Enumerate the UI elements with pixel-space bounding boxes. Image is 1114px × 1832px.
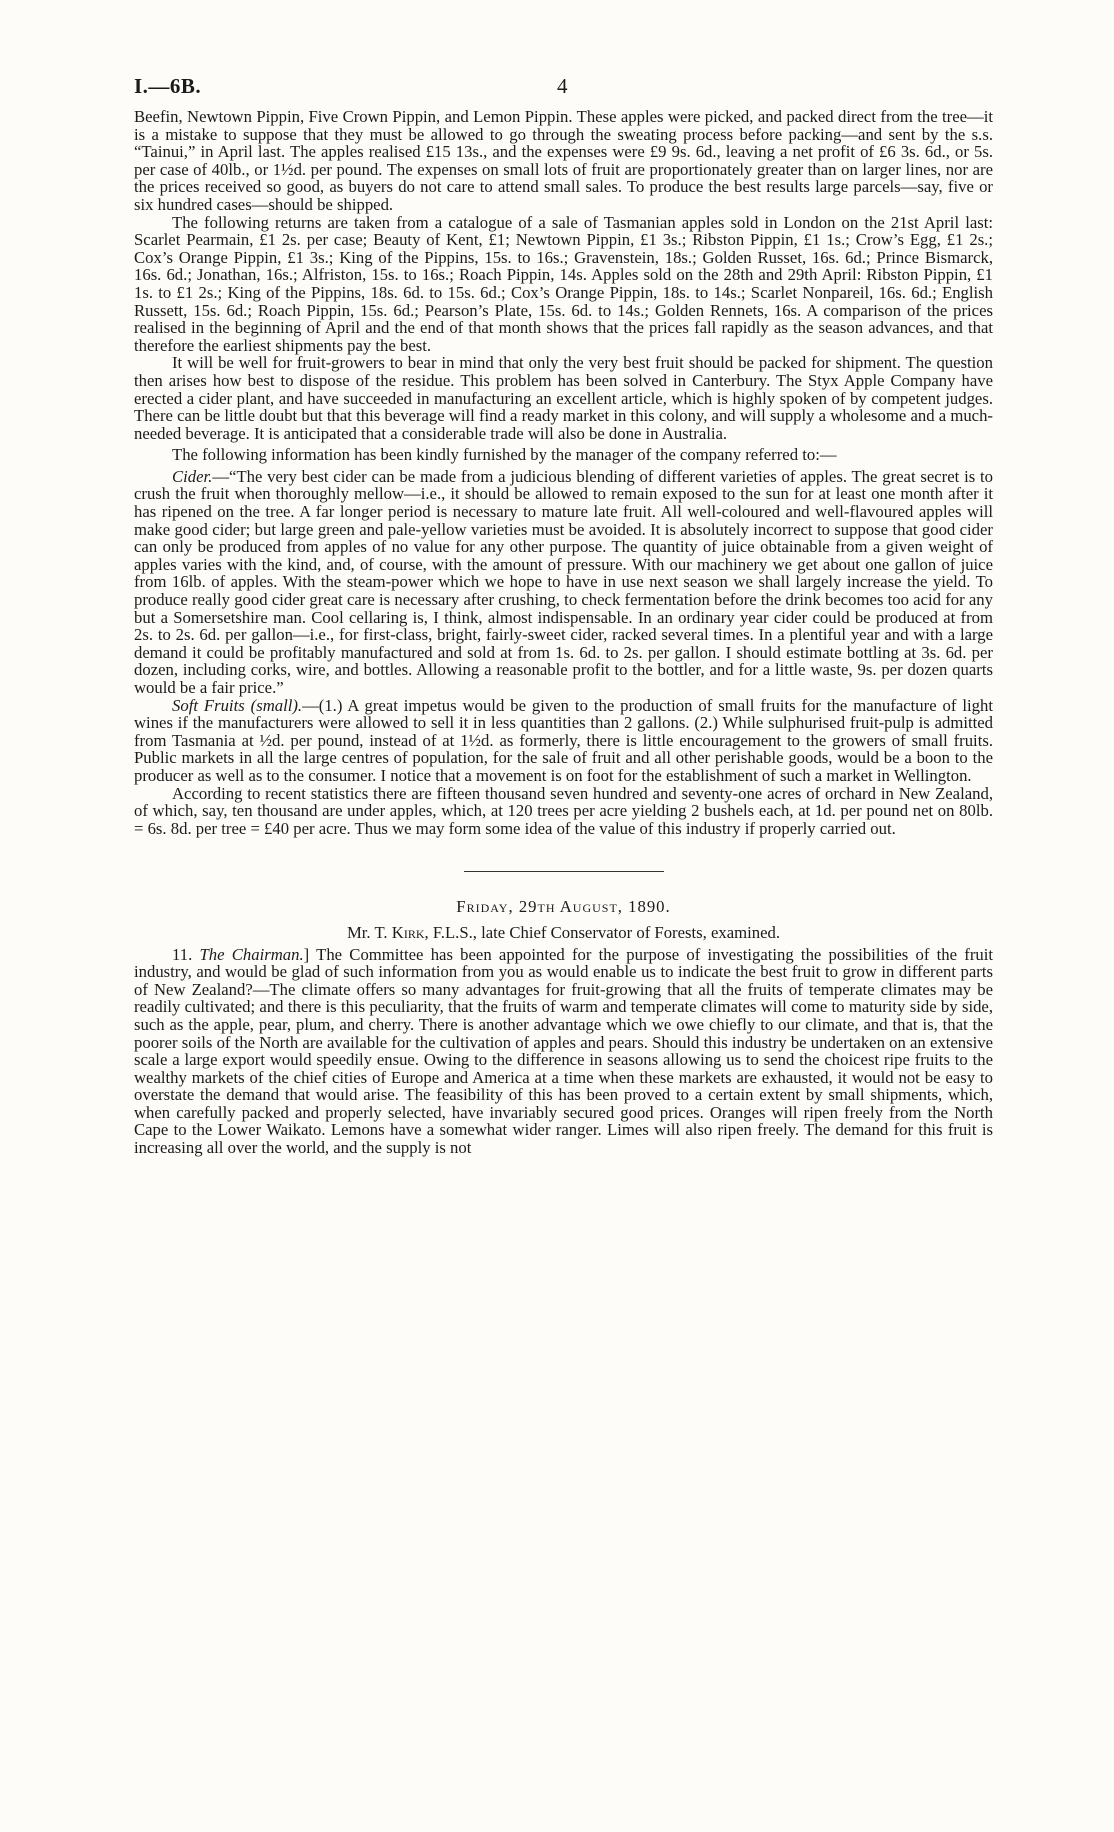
witness-suffix: , F.L.S., late Chief Conservator of Forests, examined. [424, 922, 781, 942]
paragraph-statistics: According to recent statistics there are fifteen thousand seven hundred and seventy-one acres of orchard in New Zealand, of which, say, ten thousand are under apples, which, at 120 trees per acre yielding 2 bushels each, at 1d. per pound net on 80lb. = 6s. 8d. per tree = £40 per acre. Thus we may form some idea of the value of this industry if properly carried out. [134, 783, 993, 838]
cider-heading: Cider. [172, 466, 213, 486]
soft-fruits-heading: Soft Fruits (small). [172, 695, 303, 715]
witness-name: Kirk [391, 922, 425, 942]
cider-text: —“The very best cider can be made from a judicious blending of different varieties of apples. The great secret is to crush the fruit when thoroughly mellow—i.e., it should be allowed to remain exposed to the sun for at least one month after it has ripened on the tree. A far longer period is necessary to mature late fruit. All well-coloured and well-flavoured apples will make good cider; but large green and pale-yellow varieties must be avoided. It is absolutely incorrect to suppose that good cider can only be produced from apples of no value for any other purpose. The quantity of juice obtainable from a given weight of apples varies with the kind, and, of course, with the amount of pressure. With our machinery we get about one gallon of juice from 16lb. of apples. With the steam-power which we hope to have in use next season we shall largely increase the yield. To produce really good cider great care is necessary after crushing, to check fermentation before the drink becomes too acid for any but a Somersetshire man. Cool cellaring is, I think, almost indispensable. In an ordinary year cider could be produced at from 2s. to 2s. 6d. per gallon—i.e., for first-class, bright, fairly-sweet cider, racked several times. In a plentiful year and with a large demand it could be profitably manufactured and sold at from 1s. 6d. to 2s. per gallon. I should estimate bottling at 3s. 6d. per dozen, including corks, wire, and bottles. Allowing a reasonable profit to the bottler, and for a little waste, 9s. per dozen quarts would be a fair price.” [134, 466, 993, 697]
question-11 [134, 946, 993, 1157]
paragraph-tasmanian-returns: The following returns are taken from a catalogue of a sale of Tasmanian apples sold in London on the 21st April last: Scarlet Pearmain, £1 2s. per case; Beauty of Kent, £1; Newtown Pippin, £1 3s.; Ribston Pippin, £1 1s.; Crow’s Egg, £1 2s.; Cox’s Orange Pippin, £1 3s.; King of the Pippins, 15s. to 16s.; Gravenstein, 18s.; Golden Russet, 16s. 6d.; Prince Bismarck, 16s. 6d.; Jonathan, 16s.; Alfriston, 15s. to 16s.; Roach Pippin, 14s. Apples sold on the 28th and 29th April: Ribston Pippin, £1 1s. to £1 2s.; King of the Pippins, 18s. 6d. to 15s. 6d.; Cox’s Orange Pippin, 18s. to 14s.; Scarlet Nonpareil, 16s. 6d.; English Russett, 15s. 6d.; Roach Pippin, 15s. 6d.; Pearson’s Plate, 15s. 6d. to 14s.; Golden Rennets, 16s. A comparison of the prices realised in the beginning of April and the end of that month shows that the prices fall rapidly as the season advances, and that therefore the earliest shipments pay the best. [134, 212, 993, 355]
page-number: 4 [557, 74, 568, 98]
section-divider [464, 871, 664, 872]
question-text: ] The Committee has been appointed for the purpose of investigating the possibilities of the fruit industry, and would be glad of such information from you as would enable us to indicate the best fruit to grow in different parts of New Zealand?—The climate offers so many advantages for fruit-growing that all the fruits of temperate climates may be readily cultivated; and there is this peculiarity, that the fruits of warm and temperate climates will come to maturity side by side, such as the apple, pear, plum, and cherry. There is another advantage which we owe chiefly to our climate, and that is, that the poorer soils of the North are available for the cultivation of apples and pears. Should this industry be undertaken on an extensive scale a large export would speedily ensue. Owing to the difference in seasons allowing us to send the choicest ripe fruits to the wealthy markets of the chief cities of Europe and America at a time when these markets are exhausted, it would not be easy to overstate the demand that would arise. The feasibility of this has been proved to a certain extent by small shipments, which, when carefully packed and properly selected, have invariably secured good prices. Oranges will ripen freely from the North Cape to the Lower Waikato. Lemons have a somewhat wider ranger. Limes will also ripen freely. The demand for this fruit is increasing all over the world, and the supply is not [134, 944, 994, 1158]
witness-line [134, 924, 993, 942]
question-speaker: The Chairman. [199, 944, 304, 964]
document-body [134, 108, 993, 1157]
paragraph-cider [134, 468, 993, 697]
paragraph-soft-fruits [134, 697, 993, 785]
witness-prefix: Mr. T. [346, 922, 388, 942]
question-number: 11. [172, 944, 193, 964]
paragraph-residue-cider: It will be well for fruit-growers to bear in mind that only the very best fruit should be packed for shipment. The question then arises how best to dispose of the residue. This problem has been solved in Canterbury. The Styx Apple Company have erected a cider plant, and have succeeded in manufacturing an excellent article, which is highly spoken of by competent judges. There can be little doubt but that this beverage will find a ready market in this colony, and will supply a wholesome and a much-needed beverage. It is anticipated that a considerable trade will also be done in Australia. [134, 353, 993, 443]
document-reference: I.—6B. [134, 74, 202, 98]
soft-fruits-text: —(1.) A great impetus would be given to the production of small fruits for the manufacture of light wines if the manufacturers were allowed to sell it in less quantities than 2 gallons. (2.) While sulphurised fruit-pulp is admitted from Tasmania at ½d. per pound, instead of at 1½d. as formerly, there is little encouragement to the growers of small fruits. Public markets in all the large centres of population, for the sale of fruit and all other perishable goods, would be a boon to the producer as well as to the consumer. I notice that a movement is on foot for the establishment of such a market in Wellington. [134, 695, 993, 785]
paragraph-information-intro: The following information has been kindly furnished by the manager of the company referred to:— [172, 445, 837, 465]
paragraph-shipment: Beefin, Newtown Pippin, Five Crown Pippin, and Lemon Pippin. These apples were picked, and packed direct from the tree—it is a mistake to suppose that they must be allowed to go through the sweating process before packing—and sent by the s.s. “Tainui,” in April last. The apples realised £15 13s., and the expenses were £9 9s. 6d., leaving a net profit of £6 3s. 6d., or 5s. per case of 40lb., or 1½d. per pound. The expenses on small lots of fruit are proportionately greater than on larger lines, nor are the prices received so good, as buyers do not care to attend small sales. To produce the best results large parcels—say, five or six hundred cases—should be shipped. [134, 107, 993, 214]
session-date: Friday, 29th August, 1890. [456, 897, 671, 917]
